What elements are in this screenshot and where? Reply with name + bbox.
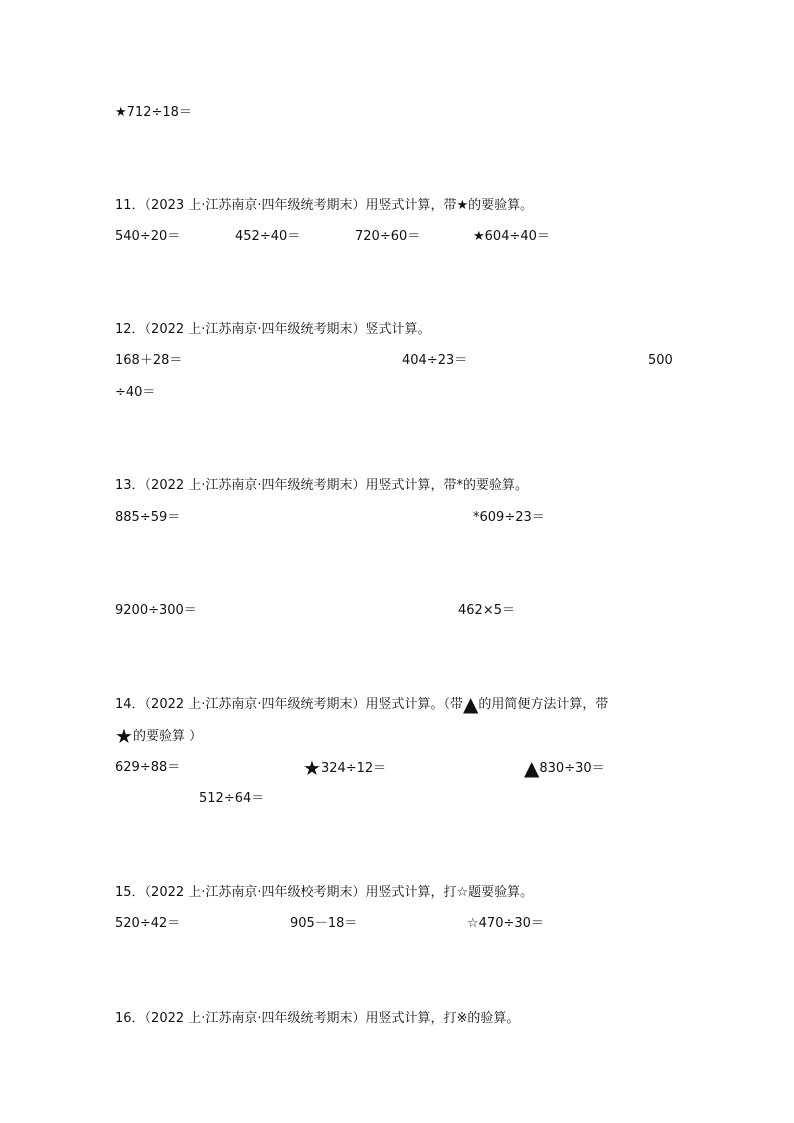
question-14-header-mid: 的用简便方法计算，带 [478, 697, 609, 712]
problem-404-div-23: 404÷23＝ [402, 353, 468, 368]
question-16-header: 16．（2022 上·江苏南京·四年级统考期末）用竖式计算，打※的验算。 [115, 1011, 520, 1026]
triangle-icon: ▲ [524, 756, 540, 780]
question-14-header [115, 692, 609, 716]
triangle-icon: ▲ [463, 692, 479, 716]
question-14-header-end: 的要验算 ） [132, 729, 203, 744]
problem-712-div-18: ★712÷18＝ [115, 105, 192, 120]
problem-512-div-64: 512÷64＝ [199, 791, 265, 806]
problem-div-40-part: ÷40＝ [115, 385, 156, 400]
star-icon: ★ [115, 724, 133, 748]
problem-885-div-59: 885÷59＝ [115, 510, 181, 525]
problem-629-div-88: 629÷88＝ [115, 760, 181, 775]
problem-609-div-23: *609÷23＝ [473, 510, 545, 525]
problem-720-div-60: 720÷60＝ [355, 229, 421, 244]
problem-604-div-40: ★604÷40＝ [473, 229, 550, 244]
question-14-header-line2 [115, 724, 203, 748]
problem-470-div-30: ☆470÷30＝ [467, 916, 544, 931]
question-14-header-start: 14．（2022 上·江苏南京·四年级统考期末）用竖式计算。（带 [115, 697, 464, 712]
problem-520-div-42: 520÷42＝ [115, 916, 181, 931]
question-12-header: 12．（2022 上·江苏南京·四年级统考期末）竖式计算。 [115, 322, 431, 337]
problem-830-div-30 [524, 756, 605, 780]
question-15-header: 15．（2022 上·江苏南京·四年级校考期末）用竖式计算，打☆题要验算。 [115, 885, 534, 900]
problem-500-part: 500 [648, 353, 673, 368]
problem-462-times-5: 462×5＝ [458, 603, 515, 618]
problem-9200-div-300: 9200÷300＝ [115, 603, 197, 618]
problem-905-minus-18: 905－18＝ [290, 916, 358, 931]
problem-324-div-12 [303, 756, 387, 780]
question-13-header: 13．（2022 上·江苏南京·四年级统考期末）用竖式计算，带*的要验算。 [115, 478, 529, 493]
problem-540-div-20: 540÷20＝ [115, 229, 181, 244]
problem-452-div-40: 452÷40＝ [235, 229, 301, 244]
star-icon: ★ [303, 756, 321, 780]
problem-324-div-12-text: 324÷12＝ [320, 761, 387, 776]
problem-830-div-30-text: 830÷30＝ [539, 761, 605, 776]
question-11-header: 11．（2023 上·江苏南京·四年级统考期末）用竖式计算，带★的要验算。 [115, 198, 534, 213]
problem-168-plus-28: 168＋28＝ [115, 353, 183, 368]
